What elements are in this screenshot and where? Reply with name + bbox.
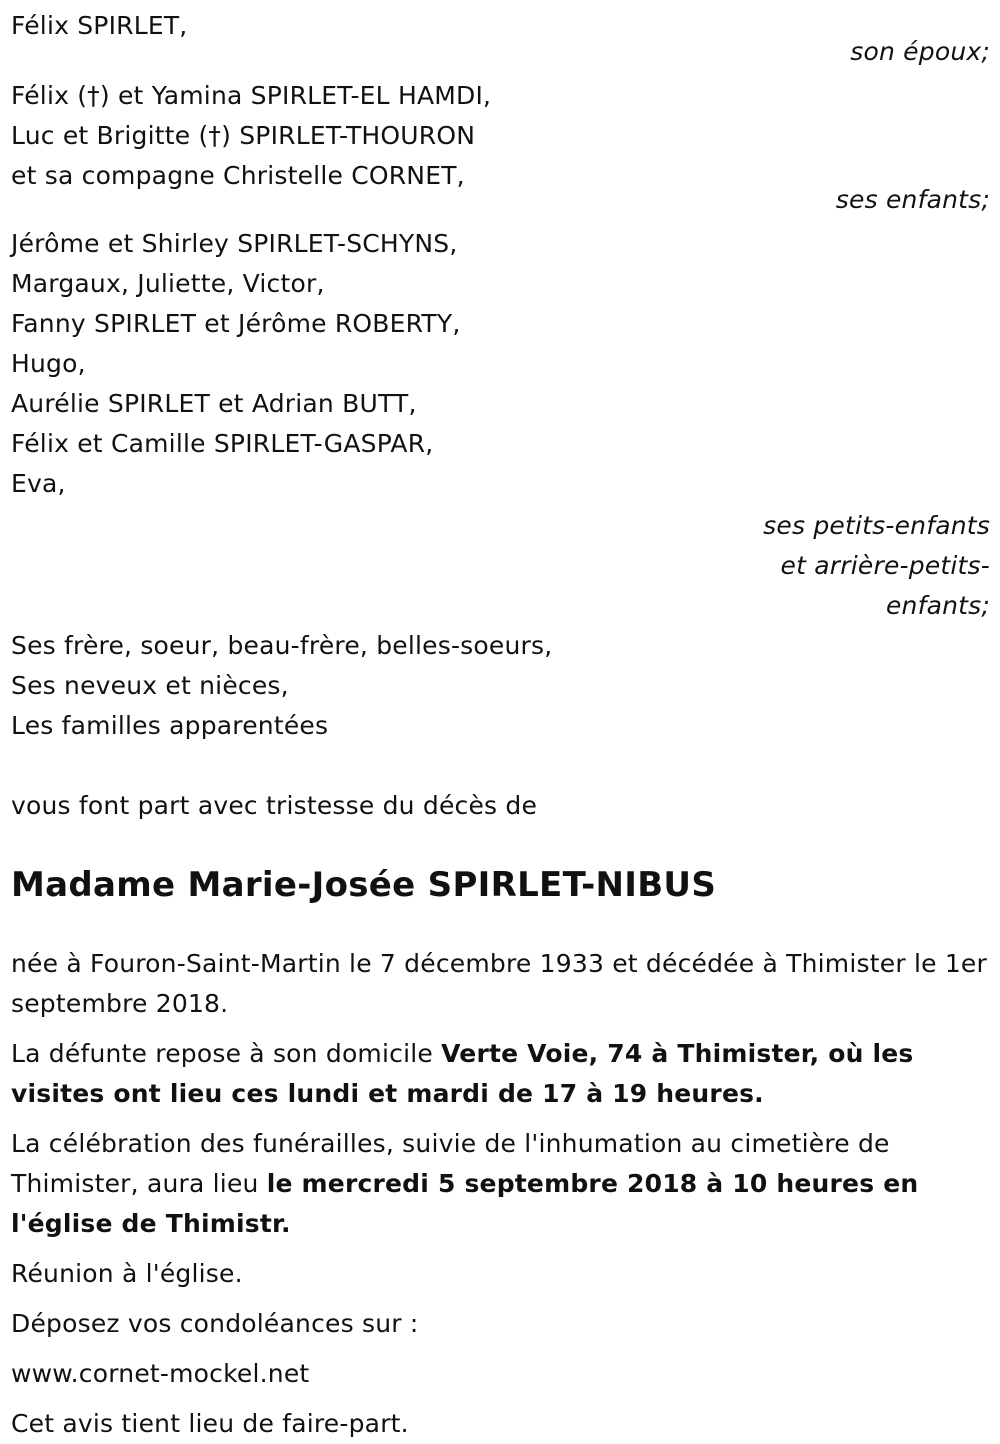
visitation-details: Verte Voie, 74 à Thimister, où les visites ont lieu ces lundi et mardi de 17 à 19 heures. bbox=[11, 1039, 914, 1108]
grandchild-line: Fanny SPIRLET et Jérôme ROBERTY, bbox=[11, 309, 461, 338]
grandchildren-role-line: et arrière-petits- bbox=[780, 551, 990, 580]
deceased-name: Madame Marie-Josée SPIRLET-NIBUS bbox=[11, 865, 717, 905]
grandchild-line: Eva, bbox=[11, 469, 66, 498]
child-line: Luc et Brigitte (†) SPIRLET-THOURON bbox=[11, 121, 476, 150]
family-line: Ses frère, soeur, beau-frère, belles-soeurs, bbox=[11, 631, 553, 660]
grandchild-line: Jérôme et Shirley SPIRLET-SCHYNS, bbox=[11, 229, 458, 258]
family-line: Ses neveux et nièces, bbox=[11, 671, 289, 700]
grandchild-line: Félix et Camille SPIRLET-GASPAR, bbox=[11, 429, 434, 458]
website-link[interactable]: www.cornet-mockel.net bbox=[11, 1359, 310, 1388]
birth-death-text: née à Fouron-Saint-Martin le 7 décembre 1933 et décédée à Thimister le 1er septembre 2018. bbox=[11, 949, 987, 1018]
funeral-details: le mercredi 5 septembre 2018 à 10 heures en l'église de Thimistr. bbox=[11, 1169, 919, 1238]
funeral-text bbox=[11, 1124, 990, 1244]
child-line: et sa compagne Christelle CORNET, bbox=[11, 161, 465, 190]
funeral-intro: La célébration des funérailles, suivie de l'inhumation au cimetière de Thimister, aura lieu bbox=[11, 1129, 890, 1198]
closing-text: Cet avis tient lieu de faire-part. bbox=[11, 1409, 409, 1438]
grandchildren-role-line: ses petits-enfants bbox=[763, 511, 990, 540]
visitation-intro: La défunte repose à son domicile bbox=[11, 1039, 442, 1068]
spouse-role: son époux; bbox=[850, 37, 990, 66]
meeting-text: Réunion à l'église. bbox=[11, 1259, 243, 1288]
grandchildren-role-line: enfants; bbox=[885, 591, 990, 620]
children-role: ses enfants; bbox=[835, 185, 990, 214]
child-line: Félix (†) et Yamina SPIRLET-EL HAMDI, bbox=[11, 81, 492, 110]
condolences-label: Déposez vos condoléances sur : bbox=[11, 1309, 419, 1338]
grandchild-line: Hugo, bbox=[11, 349, 86, 378]
grandchild-line: Aurélie SPIRLET et Adrian BUTT, bbox=[11, 389, 417, 418]
announcement-text: vous font part avec tristesse du décès de bbox=[11, 791, 538, 820]
grandchild-line: Margaux, Juliette, Victor, bbox=[11, 269, 325, 298]
spouse-name: Félix SPIRLET, bbox=[11, 11, 188, 40]
family-line: Les familles apparentées bbox=[11, 711, 329, 740]
visitation-text bbox=[11, 1034, 990, 1114]
